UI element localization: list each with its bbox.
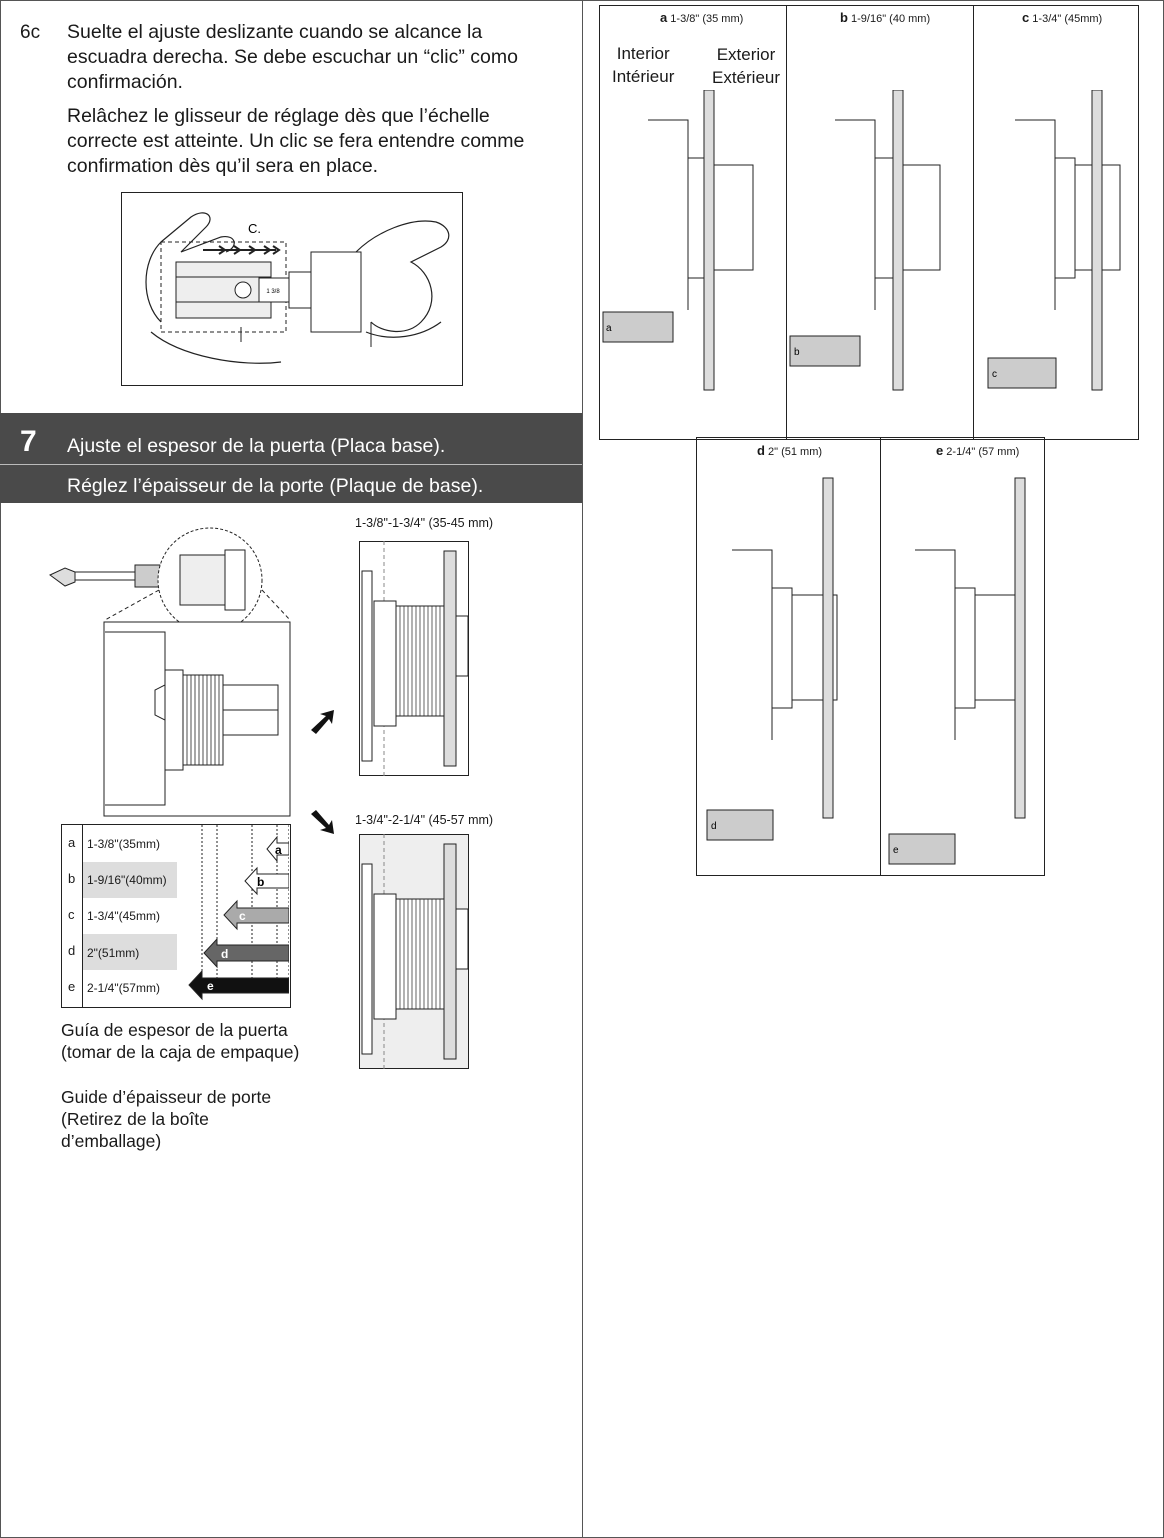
step-6c-text-fr [67, 104, 567, 179]
door-outline [732, 550, 772, 740]
panel-d-drawing [707, 478, 837, 840]
plate [875, 158, 895, 278]
guide-arrow-letter: d [221, 947, 229, 961]
panel-size: 1-3/8" (35 mm) [670, 13, 744, 25]
caption-line: Guía de espesor de la puerta [61, 1020, 288, 1040]
caption-line: (tomar de la caja de empaque) [61, 1042, 300, 1062]
label-line: Interior [616, 44, 670, 63]
text-line: correcte est atteinte. Un clic se fera entendre comme [67, 130, 525, 152]
plate [955, 588, 975, 708]
highlight-box [790, 336, 860, 366]
guide-value: 1-3/4"(45mm) [87, 909, 160, 923]
caption-line: d’emballage) [61, 1131, 162, 1151]
label-line: Extérieur [712, 68, 781, 87]
step-7-header [0, 413, 582, 503]
guide-value: 2"(51mm) [87, 946, 140, 960]
panel-a-title [660, 10, 743, 25]
step-6c-number: 6c [20, 22, 41, 43]
text-line: Suelte el ajuste deslizante cuando se alcance la [67, 21, 483, 43]
caption-line: (Retirez de la boîte [61, 1109, 209, 1129]
door-thickness-guide [61, 824, 291, 1008]
range-label-top: 1-3/8"-1-3/4" (35-45 mm) [355, 516, 494, 530]
highlight-letter: d [711, 821, 717, 832]
guide-arrow-e [189, 971, 289, 999]
text-line: escuadra derecha. Se debe escuchar un “clic” como [67, 46, 518, 68]
guide-arrow-letter: a [275, 843, 282, 857]
zoom-body [180, 555, 225, 605]
panel-size: 2" (51 mm) [768, 446, 823, 458]
exterior-label [712, 43, 780, 89]
guide-letter: c [68, 907, 75, 922]
thread-body [975, 595, 1020, 700]
guide-arrow-c [224, 901, 289, 929]
base-plate [165, 670, 183, 770]
guide-arrow-letter: c [239, 909, 246, 923]
highlight-letter: e [893, 845, 899, 856]
hatch-plate [444, 551, 456, 766]
panel-letter: a [660, 10, 668, 25]
hatch-plate [444, 844, 456, 1059]
highlight-letter: c [992, 369, 997, 380]
arrow-shape [311, 710, 334, 734]
caption-line: Guide d’épaisseur de porte [61, 1087, 272, 1107]
slider-illustration [121, 192, 463, 386]
guide-value: 1-9/16"(40mm) [87, 873, 167, 887]
guide-caption-es [61, 1019, 299, 1063]
panel-letter: b [840, 10, 848, 25]
panel-letter: d [757, 443, 765, 458]
plate [772, 588, 792, 708]
panel-letter: e [936, 443, 944, 458]
plate [374, 894, 396, 1019]
cylinder-hole [235, 282, 251, 298]
label-line: Intérieur [612, 67, 675, 86]
guide-arrows [177, 825, 289, 1007]
guide-value: 2-1/4"(57mm) [87, 981, 160, 995]
plate [374, 601, 396, 726]
panel-e-drawing [889, 478, 1025, 864]
zoom-line [262, 590, 290, 620]
guide-arrow-letter: b [257, 875, 265, 889]
slider-mark-1: 1 3/8 [266, 289, 280, 295]
text-line: confirmation dès qu’il sera en place. [67, 155, 379, 177]
panel-c-title [1022, 10, 1102, 25]
guide-letter: a [68, 835, 76, 850]
panel-b-title [840, 10, 930, 25]
label-line: Exterior [716, 45, 776, 64]
panel-letter: c [1022, 10, 1030, 25]
step-6c-text-es [67, 20, 567, 95]
column-divider [582, 0, 583, 1538]
band-divider [0, 464, 582, 465]
hatch-wall [704, 90, 714, 390]
panel-c-drawing [988, 90, 1120, 390]
panel-size: 2-1/4" (57 mm) [946, 446, 1020, 458]
door-outline [835, 120, 875, 310]
highlight-letter: a [606, 323, 612, 334]
guide-letter: b [68, 871, 76, 886]
door-outline [648, 120, 688, 310]
thickness-drawings-bottom [697, 470, 1042, 870]
key-head [50, 568, 75, 586]
thickness-drawings-top [600, 90, 1137, 435]
hatch-wall [1092, 90, 1102, 390]
highlight-box [988, 358, 1056, 388]
door-edge [362, 571, 372, 761]
arrow-down-right-icon [308, 806, 338, 836]
plate [1055, 158, 1075, 278]
arrow-shape [311, 810, 334, 834]
highlight-box [707, 810, 773, 840]
guide-letter: e [68, 979, 76, 994]
guide-letter: d [68, 943, 76, 958]
interior-label [612, 42, 674, 88]
step-7-title-fr: Réglez l’épaisseur de la porte (Plaque de base). [67, 475, 484, 497]
hatch-wall [893, 90, 903, 390]
text-line: confirmación. [67, 71, 183, 93]
highlight-letter: b [794, 347, 800, 358]
range-detail-top [359, 541, 469, 776]
lock-assembly-illustration [45, 520, 295, 820]
text-line: Relâchez le glisseur de réglage dès que l’échelle [67, 105, 490, 127]
zoom-plate [225, 550, 245, 610]
panel-d-title [757, 443, 822, 458]
key-blade [75, 572, 135, 580]
panel-a-drawing [603, 90, 753, 390]
guide-value: 1-3/8"(35mm) [87, 837, 160, 851]
highlight-box [889, 834, 955, 864]
guide-caption-fr [61, 1086, 271, 1152]
panel-size: 1-3/4" (45mm) [1032, 13, 1103, 25]
panel-e-title [936, 443, 1019, 458]
step-7-number: 7 [20, 425, 37, 458]
hatch-wall [823, 478, 833, 818]
slider-handle [311, 252, 361, 332]
panel-b-drawing [790, 90, 940, 390]
slider-block [289, 272, 311, 308]
guide-arrow-d [204, 939, 289, 967]
thread-body [708, 165, 753, 270]
door-outline [915, 550, 955, 740]
range-label-bottom: 1-3/4"-2-1/4" (45-57 mm) [355, 813, 494, 827]
guide-arrow-letter: e [207, 979, 214, 993]
figure-label-c: C. [248, 221, 261, 236]
door-outline [1015, 120, 1055, 310]
arrow-up-right-icon [308, 708, 338, 738]
range-detail-bottom [359, 834, 469, 1069]
zoom-line [105, 590, 159, 620]
panel-size: 1-9/16" (40 mm) [851, 13, 931, 25]
guide-col-divider [82, 825, 83, 1007]
hatch-wall [1015, 478, 1025, 818]
cylinder-body [176, 262, 271, 318]
highlight-box [603, 312, 673, 342]
step-7-title-es: Ajuste el espesor de la puerta (Placa base). [67, 435, 446, 457]
door-edge [362, 864, 372, 1054]
